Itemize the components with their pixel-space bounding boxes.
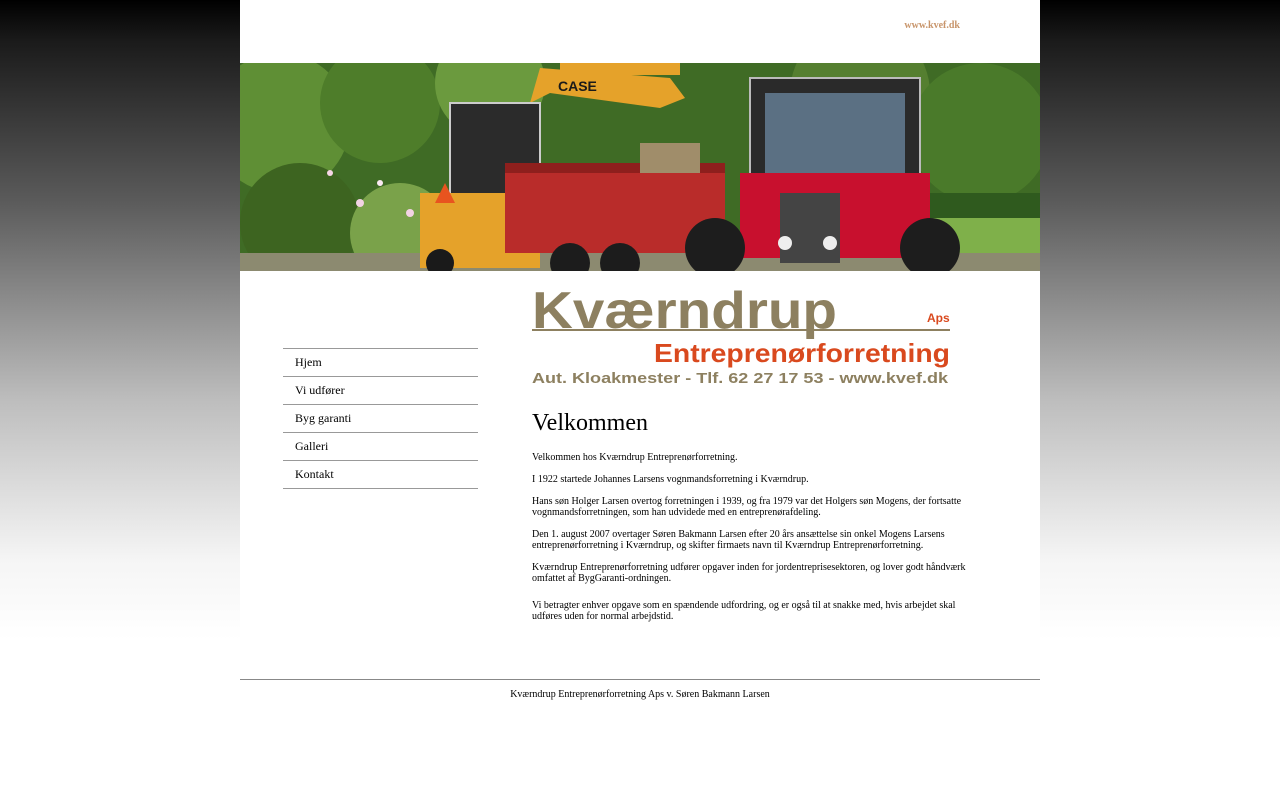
paragraph-history-1922: I 1922 startede Johannes Larsens vognmandsforretning i Kværndrup. [532, 474, 809, 485]
paragraph-challenge: Vi betragter enhver opgave som en spændende udfordring, og er også til at snakke med, hvis arbejdet skal udføres uden for normal arbejdstid. [532, 600, 956, 622]
nav-item-hjem[interactable]: Hjem [283, 349, 478, 377]
logo-tagline: Aut. Kloakmester - Tlf. 62 27 17 53 - www.kvef.dk [532, 370, 949, 387]
footer-text: Kværndrup Entreprenørforretning Aps v. Søren Bakmann Larsen [510, 689, 770, 700]
banner-illustration [240, 63, 1040, 271]
page-container [240, 0, 1040, 800]
main-content [532, 408, 972, 633]
paragraph-services: Kværndrup Entreprenørforretning udfører opgaver inden for jordentreprisesektoren, og lover godt håndværk omfattet af BygGaranti-ordningen. [532, 562, 966, 584]
side-navigation [283, 348, 478, 489]
paragraph-history-2007: Den 1. august 2007 overtager Søren Bakmann Larsen efter 20 års ansættelse sin onkel Mogens Larsens entreprenørforretning i Kværndrup, og skifter firmaets navn til Kværndrup Entreprenørforretning. [532, 529, 945, 551]
nav-item-byg-garanti[interactable]: Byg garanti [283, 405, 478, 433]
site-link[interactable]: www.kvef.dk [904, 20, 960, 31]
logo-subtitle: Entreprenørforretning [654, 338, 950, 368]
company-logo [532, 280, 952, 388]
paragraph-history-1939: Hans søn Holger Larsen overtog forretningen i 1939, og fra 1979 var det Holgers søn Mogens, der fortsatte vognmandsforretningen, som han udvidede med en entreprenørafdeling. [532, 496, 962, 518]
top-bar [240, 0, 1040, 63]
nav-item-vi-udforer[interactable]: Vi udfører [283, 377, 478, 405]
svg-text:CASE: CASE [558, 78, 597, 94]
footer-divider [240, 679, 1040, 680]
logo-name: Kværndrup [532, 282, 837, 340]
paragraph-welcome: Velkommen hos Kværndrup Entreprenørforretning. [532, 452, 738, 463]
nav-item-kontakt[interactable]: Kontakt [283, 461, 478, 489]
page-title: Velkommen [532, 410, 648, 436]
header-banner-image [240, 63, 1040, 271]
logo-suffix: Aps [927, 311, 950, 325]
nav-item-galleri[interactable]: Galleri [283, 433, 478, 461]
